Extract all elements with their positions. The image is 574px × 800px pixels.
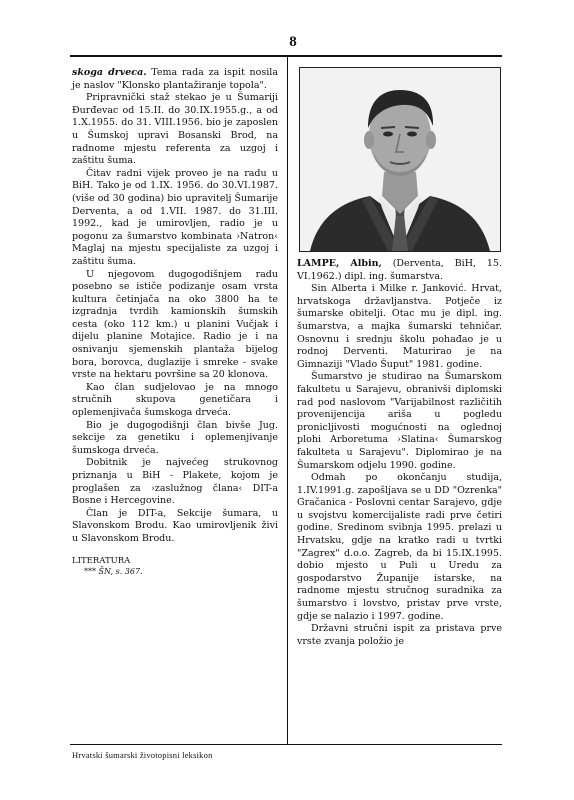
literature-heading: LITERATURA xyxy=(72,555,131,566)
paragraph: U njegovom dugogodišnjem radu posebno se ističe podizanje osam vrsta kultura četinjača na oko 3800 ha te izgradnja tvrdih kamionskih šumskih cesta (oko 112 km.) u planini Vučjak i dijelu planine Motajice. Radio je i na osnivanju sjemenskih plantaža bijelog bora, borovca, duglazije i smreke - svake vrste na hektaru površine sa 20 klonova. xyxy=(72,268,278,381)
page-number: 8 xyxy=(289,34,297,50)
paragraph: Pripravnički staž stekao je u Šumariji Đurđevac od 15.II. do 30.IX.1955.g., a od 1.X.1955. do 31. VIII.1956. bio je zaposlen u Šumskoj upravi Bosanski Brod, na radnome mjestu referenta za uzgoj i zaštitu šuma. xyxy=(72,92,278,167)
left-column xyxy=(72,67,278,577)
paragraph: Kao član sudjelovao je na mnogo stručnih skupova genetičara i oplemenjivača šumskoga drveća. xyxy=(72,381,278,419)
entry-heading-text: (Derventa, BiH, 15. VI.1962.) dipl. ing. šumarstva. xyxy=(297,258,502,282)
paragraph: Bio je dugogodišnji član bivše Jug. sekcije za genetiku i oplemenjivanje šumskoga drveća. xyxy=(72,419,278,456)
right-column xyxy=(297,258,502,648)
header-rule xyxy=(70,55,502,57)
literature-reference: *** ŠN, s. 367. xyxy=(84,566,143,576)
footer-rule xyxy=(70,744,502,745)
footer-text: Hrvatski šumarski životopisni leksikon xyxy=(72,750,213,760)
paragraph xyxy=(72,67,278,92)
paragraph: Državni stručni ispit za pristava prve vrste zvanja položio je xyxy=(297,623,502,647)
paragraph: Dobitnik je najvećeg strukovnog priznanja u BiH - Plakete, kojom je proglašen za ›zaslužnog člana‹ DIT-a Bosne i Hercegovine. xyxy=(72,457,278,507)
column-divider xyxy=(287,56,288,744)
paragraph: Šumarstvo je studirao na Šumarskom fakultetu u Sarajevu, obranivši diplomski rad pod naslovom "Varijabilnost različitih provenijencija ariša u pogledu pronicljivosti mogućnosti na oglednoj plohi Arboretuma ›Slatina‹ Šumarskog fakulteta u Sarajevu". Diplomirao je na Šumarskom odjelu 1990. godine. xyxy=(297,371,502,471)
paragraph: Član je DIT-a, Sekcije šumara, u Slavonskom Brodu. Kao umirovljenik živi u Slavonskom Brodu. xyxy=(72,507,278,544)
paragraph: Čitav radni vijek proveo je na radu u BiH. Tako je od 1.IX. 1956. do 30.VI.1987. (više od 30 godina) bio upravitelj Šumarije Derventa, a od 1.VII. 1987. do 31.III. 1992., kad je umirovljen, radio je u pogonu za šumarstvo kombinata ›Natron‹ Maglaj na mjestu specijaliste za uzgoj i zaštitu šuma. xyxy=(72,167,278,267)
paragraph: Odmah po okončanju studija, 1.IV.1991.g. zapošljava se u DD "Ozrenka" Gračanica - Poslovni centar Sarajevo, gdje u svojstvu komercijaliste radi prve četiri godine. Sredinom svibnja 1995. prelazi u Hrvatsku, gdje na kratko radi u tvrtki "Zagrex" d.o.o. Zagreb, da bi 15.IX.1995. dobio mjesto u Puli u Uredu za gospodarstvo Županije istarske, na radnome mjestu stručnog suradnika za šumarstvo i lovstvo, pristav prve vrste, gdje se nalazio i 1997. godine. xyxy=(297,472,502,622)
paragraph-text: Tema rada za ispit nosila je naslov "Klonsko plantažiranje topola". xyxy=(72,67,278,91)
portrait-photo xyxy=(299,67,501,252)
entry-name: LAMPE, Albin, xyxy=(297,258,382,269)
portrait-image xyxy=(300,68,500,251)
paragraph: Sin Alberta i Milke r. Janković. Hrvat, hrvatskoga državljanstva. Potječe iz šumarske obitelji. Otac mu je dipl. ing. šumarstva, a majka šumarski tehničar. Osnovnu i srednju školu pohađao je u rodnoj Derventi. Maturirao je na Gimnaziji "Vlado Šuput" 1981. godine. xyxy=(297,283,502,370)
italic-continuation: skoga drveca. xyxy=(72,67,147,78)
entry-heading xyxy=(297,258,502,283)
